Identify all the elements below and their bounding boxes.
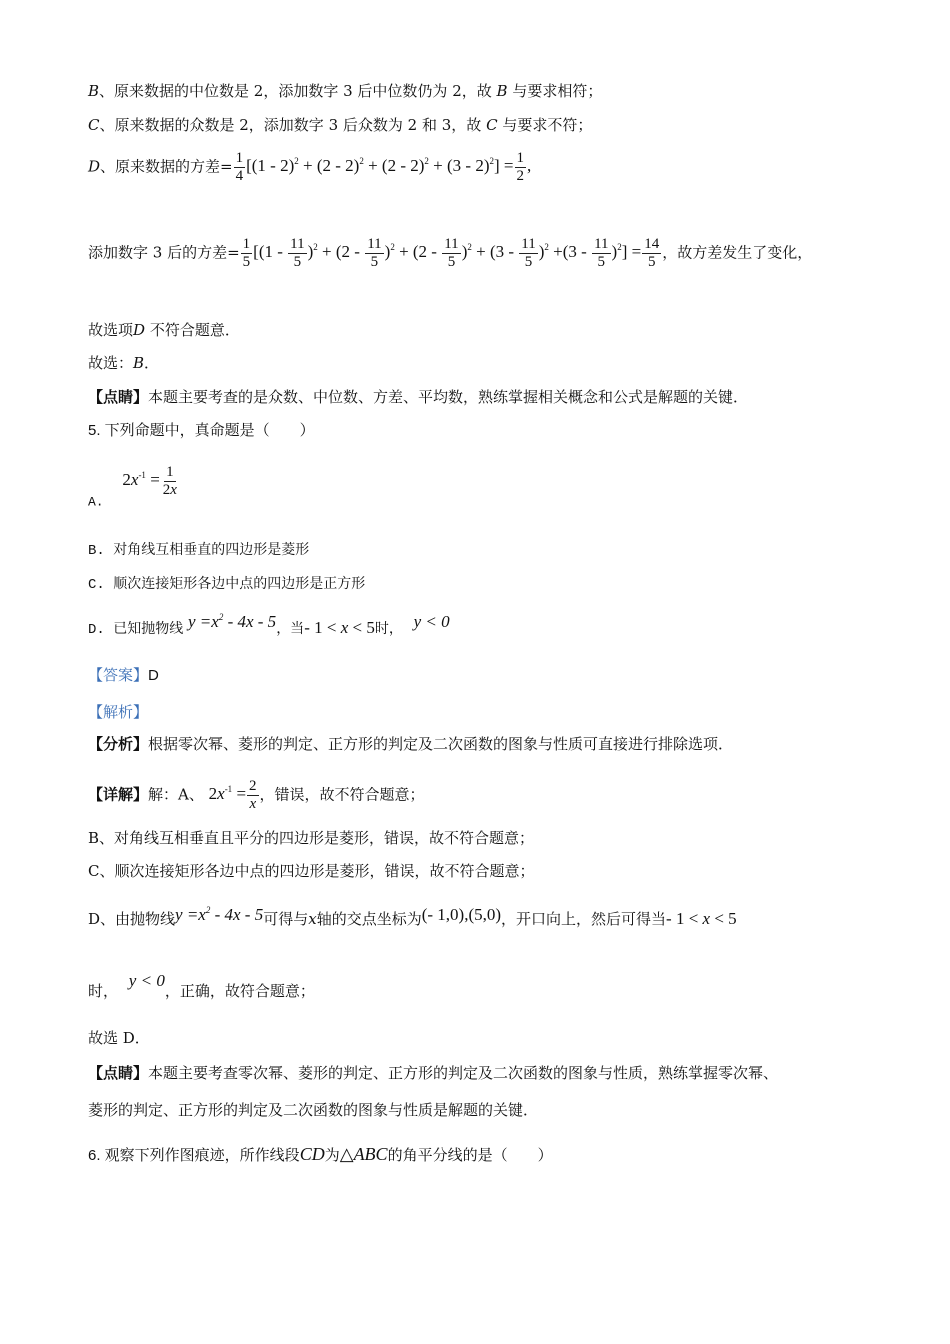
variance-formula-original: $\frac{1}{4}$ [(1 - 2)$^2$ + (2 - 2)$^2$ + (2 - 2)$^2$ + (3 - 2)$^2$] = $\frac{1}{2}$ , bbox=[235, 150, 532, 184]
answer-label: 【答案】 bbox=[88, 666, 149, 684]
q5-d-intercepts: (- 1,0),(5,0) bbox=[421, 905, 502, 924]
xiangjie-1: 解：A、 bbox=[148, 785, 204, 804]
q5-d-line-2: 可得与 bbox=[263, 910, 309, 928]
jiexi-label: 【解析】 bbox=[88, 703, 149, 721]
q5-option-d bbox=[88, 612, 450, 641]
q5-shi: 时， bbox=[88, 982, 119, 1000]
fenxi-line bbox=[88, 733, 733, 755]
q5-stem: 5. 下列命题中，真命题是（ ） bbox=[88, 422, 315, 439]
xiangjie-label: 【详解】 bbox=[88, 785, 149, 804]
c-text-2: 与要求不符； bbox=[497, 116, 593, 134]
q5-d-range-2: - 1 < x < 5 bbox=[666, 909, 737, 928]
q5-option-a-label: A. bbox=[88, 494, 104, 510]
q5-shi-line bbox=[88, 971, 315, 1002]
q5-dianjing-2: 菱形的判定、正方形的判定及二次函数的图象与性质是解题的关键． bbox=[88, 1101, 539, 1119]
q5-d-y-neg: y < 0 bbox=[413, 612, 450, 631]
letter-c: C bbox=[88, 116, 100, 134]
letter-b-3: B bbox=[133, 354, 145, 372]
choose-b-1: 故选： bbox=[88, 354, 134, 372]
q6-stem-2: 为 bbox=[324, 1146, 340, 1164]
letter-b-2: B bbox=[496, 82, 508, 100]
xiangjie-line bbox=[88, 778, 425, 813]
added-tail: ，故方差发生了变化， bbox=[662, 243, 813, 262]
q5-dianjing-label: 【点睛】 bbox=[88, 1064, 149, 1082]
q5-c-line: C、顺次连接矩形各边中点的四边形是菱形，错误，故不符合题意； bbox=[88, 862, 535, 880]
q5-dianjing-1-text: 本题主要考查零次幂、菱形的判定、正方形的判定及二次函数的图象与性质，熟练掌握零次幂、 bbox=[148, 1064, 779, 1082]
b-text-1: 、原来数据的中位数是 2，添加数字 3 后中位数仍为 2，故 bbox=[99, 82, 492, 100]
b-analysis-line bbox=[88, 80, 602, 102]
q6-stem-1: 6. 观察下列作图痕迹，所作线段 bbox=[88, 1147, 300, 1164]
q5-b-line: B、对角线互相垂直且平分的四边形是菱形，错误，故不符合题意； bbox=[88, 829, 535, 847]
q6-segment-cd: CD bbox=[299, 1144, 325, 1164]
dianjing-label-1: 【点睛】 bbox=[88, 388, 149, 406]
q5-d-parabola: $y =x^2 - 4x - 5$ bbox=[188, 612, 277, 631]
variance-formula-added: $\frac{1}{5}$ [(1 - $\frac{11}{5}$ )$^2$ + (2 - $\frac{11}{5}$ )$^2$ + (2 - $\frac{11}{5}$ )$^2$ + (3 - $\frac{11}{5}$ )$^2$ +(3 - $\frac{11}{5}$ )$^2$] = $\frac{14}{5}$ bbox=[242, 236, 660, 270]
answer-value: D bbox=[148, 667, 159, 684]
xiangjie-2: ，错误，故不符合题意； bbox=[259, 785, 425, 804]
q5-d-mid: ，当 bbox=[276, 622, 305, 638]
d-conclusion bbox=[88, 319, 240, 341]
q5-d-range: - 1 < x < 5 bbox=[304, 618, 375, 637]
d-conclude-1: 故选项 bbox=[88, 321, 134, 339]
q5-d-line-1: D、由抛物线 bbox=[88, 910, 176, 928]
q5-option-a bbox=[88, 464, 180, 513]
d-conclude-2: 不符合题意． bbox=[145, 321, 240, 339]
q5-option-d-label: D. 已知抛物线 bbox=[88, 622, 184, 638]
fenxi-text: 根据零次幂、菱形的判定、正方形的判定及二次函数的图象与性质可直接进行排除选项． bbox=[148, 735, 734, 753]
x-axis-letter: x bbox=[308, 910, 317, 928]
q5-y-neg-2: y < 0 bbox=[128, 971, 165, 990]
letter-c-2: C bbox=[486, 116, 498, 134]
q5-d-line-3: 轴的交点坐标为 bbox=[316, 910, 422, 928]
choose-b bbox=[88, 352, 159, 374]
fenxi-label: 【分析】 bbox=[88, 735, 149, 753]
q6-stem bbox=[88, 1143, 553, 1167]
q6-stem-3: 的角平分线的是（ ） bbox=[387, 1146, 553, 1164]
d-text-1: 、原来数据的方差= bbox=[100, 157, 233, 176]
c-analysis-line bbox=[88, 114, 592, 136]
dianjing-text-1: 本题主要考查的是众数、中位数、方差、平均数，熟练掌握相关概念和公式是解题的关键． bbox=[148, 388, 749, 406]
q5-option-b: B. 对角线互相垂直的四边形是菱形 bbox=[88, 543, 310, 559]
xiangjie-formula: $2x^{-1}$ = $\frac{2}{x}$ bbox=[208, 778, 257, 812]
b-text-2: 与要求相符； bbox=[507, 82, 603, 100]
q5-shi-tail: ，正确，故符合题意； bbox=[164, 982, 315, 1000]
q5-answer bbox=[88, 664, 159, 687]
q5-option-a-formula: $2x^{-1}$ = $\frac{1}{2x}$ bbox=[122, 464, 177, 498]
added-variance-line bbox=[88, 236, 812, 271]
q5-d-mid2: 时， bbox=[374, 622, 403, 638]
letter-b: B bbox=[88, 82, 100, 100]
q5-d-line bbox=[88, 903, 737, 930]
c-text-1: 、原来数据的众数是 2，添加数字 3 后众数为 2 和 3，故 bbox=[99, 116, 482, 134]
dianjing-1 bbox=[88, 386, 748, 408]
letter-d-2: D bbox=[133, 321, 146, 339]
q5-d-parabola-2: $y =x^2 - 4x - 5$ bbox=[175, 905, 264, 924]
q6-triangle-abc: △ABC bbox=[339, 1144, 388, 1164]
q5-dianjing-1 bbox=[88, 1062, 778, 1084]
q5-d-line-4: ，开口向上，然后可得当 bbox=[501, 910, 667, 928]
choose-b-2: ． bbox=[144, 354, 160, 372]
q5-option-c: C. 顺次连接矩形各边中点的四边形是正方形 bbox=[88, 577, 366, 593]
added-text: 添加数字 3 后的方差= bbox=[88, 243, 240, 262]
d-variance-line bbox=[88, 150, 531, 185]
letter-d: D bbox=[88, 157, 101, 176]
q5-choose: 故选 D． bbox=[88, 1029, 150, 1047]
